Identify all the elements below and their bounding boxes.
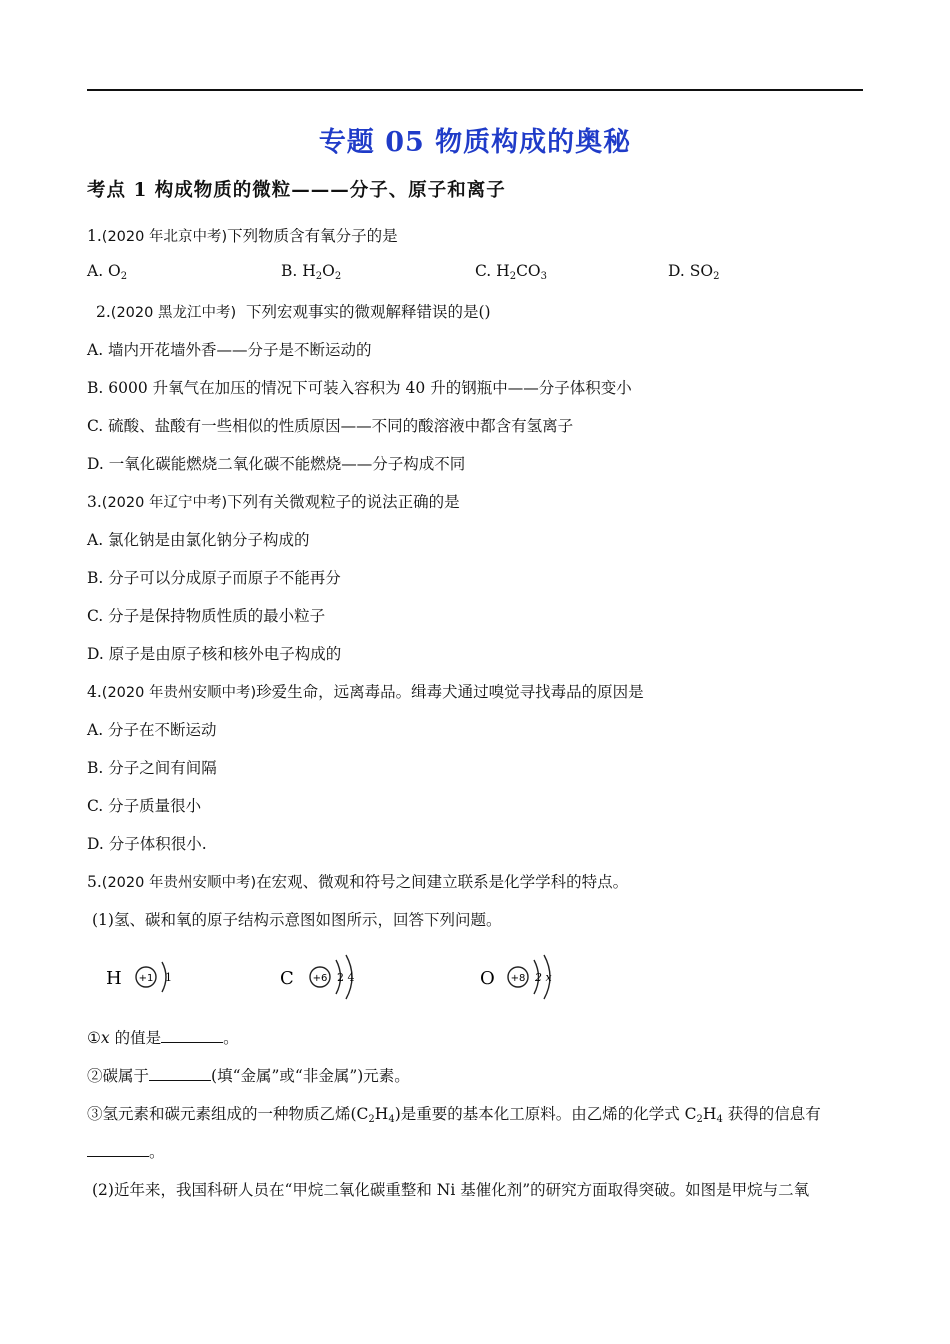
q1-option-d: D. $SO_2$ xyxy=(668,262,720,282)
question-3: 3.(2020 年辽宁中考)下列有关微观粒子的说法正确的是 xyxy=(87,493,460,511)
q4-option-b: B. 分子之间有间隔 xyxy=(87,759,217,777)
question-stem: 下列物质含有氧分子的是 xyxy=(227,227,398,245)
oxygen-atom-diagram xyxy=(478,950,578,1004)
question-4: 4.(2020 年贵州安顺中考)珍爱生命，远离毒品。缉毒犬通过嗅觉寻找毒品的原因是 xyxy=(87,683,644,701)
atom-symbol: H xyxy=(106,968,122,989)
nucleus-charge: +1 xyxy=(138,973,154,984)
q1-option-c: C. $H_2CO_3$ xyxy=(475,262,548,282)
q5-sub-3-answer: 。 xyxy=(87,1140,165,1162)
q2-option-a: A. 墙内开花墙外香——分子是不断运动的 xyxy=(87,341,372,359)
page-title: 专题 05 物质构成的奥秘 xyxy=(318,127,632,158)
q4-option-d: D. 分子体积很小. xyxy=(87,835,207,853)
q5-sub-1: ①x 的值是 。 xyxy=(87,1029,239,1047)
q1-option-a: A. $O_2$ xyxy=(87,262,128,282)
electron-shells: 2 x xyxy=(535,971,552,984)
q5-part-1: (1)氢、碳和氧的原子结构示意图如图所示，回答下列问题。 xyxy=(92,911,502,929)
nucleus-charge: +8 xyxy=(510,973,526,984)
answer-blank[interactable] xyxy=(87,1142,149,1157)
question-5: 5.(2020 年贵州安顺中考)在宏观、微观和符号之间建立联系是化学学科的特点。 xyxy=(87,873,629,891)
answer-blank[interactable] xyxy=(149,1066,211,1081)
electron-shells: 2 4 xyxy=(337,971,355,984)
header-rule xyxy=(87,89,863,91)
section-heading: 考点 1 构成物质的微粒———分子、原子和离子 xyxy=(87,180,506,201)
q4-option-a: A. 分子在不断运动 xyxy=(87,721,217,739)
q4-option-c: C. 分子质量很小 xyxy=(87,797,202,815)
q1-option-b: B. $H_2O_2$ xyxy=(281,262,342,282)
q3-option-d: D. 原子是由原子核和核外电子构成的 xyxy=(87,645,342,663)
question-2: 2.(2020 黑龙江中考) 下列宏观事实的微观解释错误的是() xyxy=(96,303,491,321)
q5-part-2: (2)近年来，我国科研人员在“甲烷二氧化碳重整和 Ni 基催化剂”的研究方面取得突破。如图是甲烷与二氧 xyxy=(92,1181,810,1199)
atom-symbol: O xyxy=(480,968,495,989)
question-number: 1. xyxy=(87,227,102,245)
q3-option-b: B. 分子可以分成原子而原子不能再分 xyxy=(87,569,341,587)
q2-option-b: B. 6000 升氧气在加压的情况下可装入容积为 40 升的钢瓶中——分子体积变小 xyxy=(87,379,632,397)
hydrogen-atom-diagram xyxy=(104,950,194,1004)
electron-shells: 1 xyxy=(165,971,172,984)
q5-sub-2: ②碳属于 (填“金属”或“非金属”)元素。 xyxy=(87,1067,410,1085)
q3-option-a: A. 氯化钠是由氯化钠分子构成的 xyxy=(87,531,310,549)
q3-option-c: C. 分子是保持物质性质的最小粒子 xyxy=(87,607,326,625)
nucleus-charge: +6 xyxy=(312,973,328,984)
q2-option-c: C. 硫酸、盐酸有一些相似的性质原因——不同的酸溶液中都含有氢离子 xyxy=(87,417,574,435)
q5-sub-3: ③氢元素和碳元素组成的一种物质乙烯$(C_2H_4)$是重要的基本化工原料。由乙烯的化学式 $C_2H_4$ 获得的信息有 xyxy=(87,1105,821,1125)
atom-symbol: C xyxy=(280,968,294,989)
answer-blank[interactable] xyxy=(161,1028,223,1043)
carbon-atom-diagram xyxy=(278,950,378,1004)
question-1 xyxy=(87,224,398,246)
question-source: (2020 年北京中考) xyxy=(101,229,228,245)
q2-option-d: D. 一氧化碳能燃烧二氧化碳不能燃烧——分子构成不同 xyxy=(87,455,466,473)
